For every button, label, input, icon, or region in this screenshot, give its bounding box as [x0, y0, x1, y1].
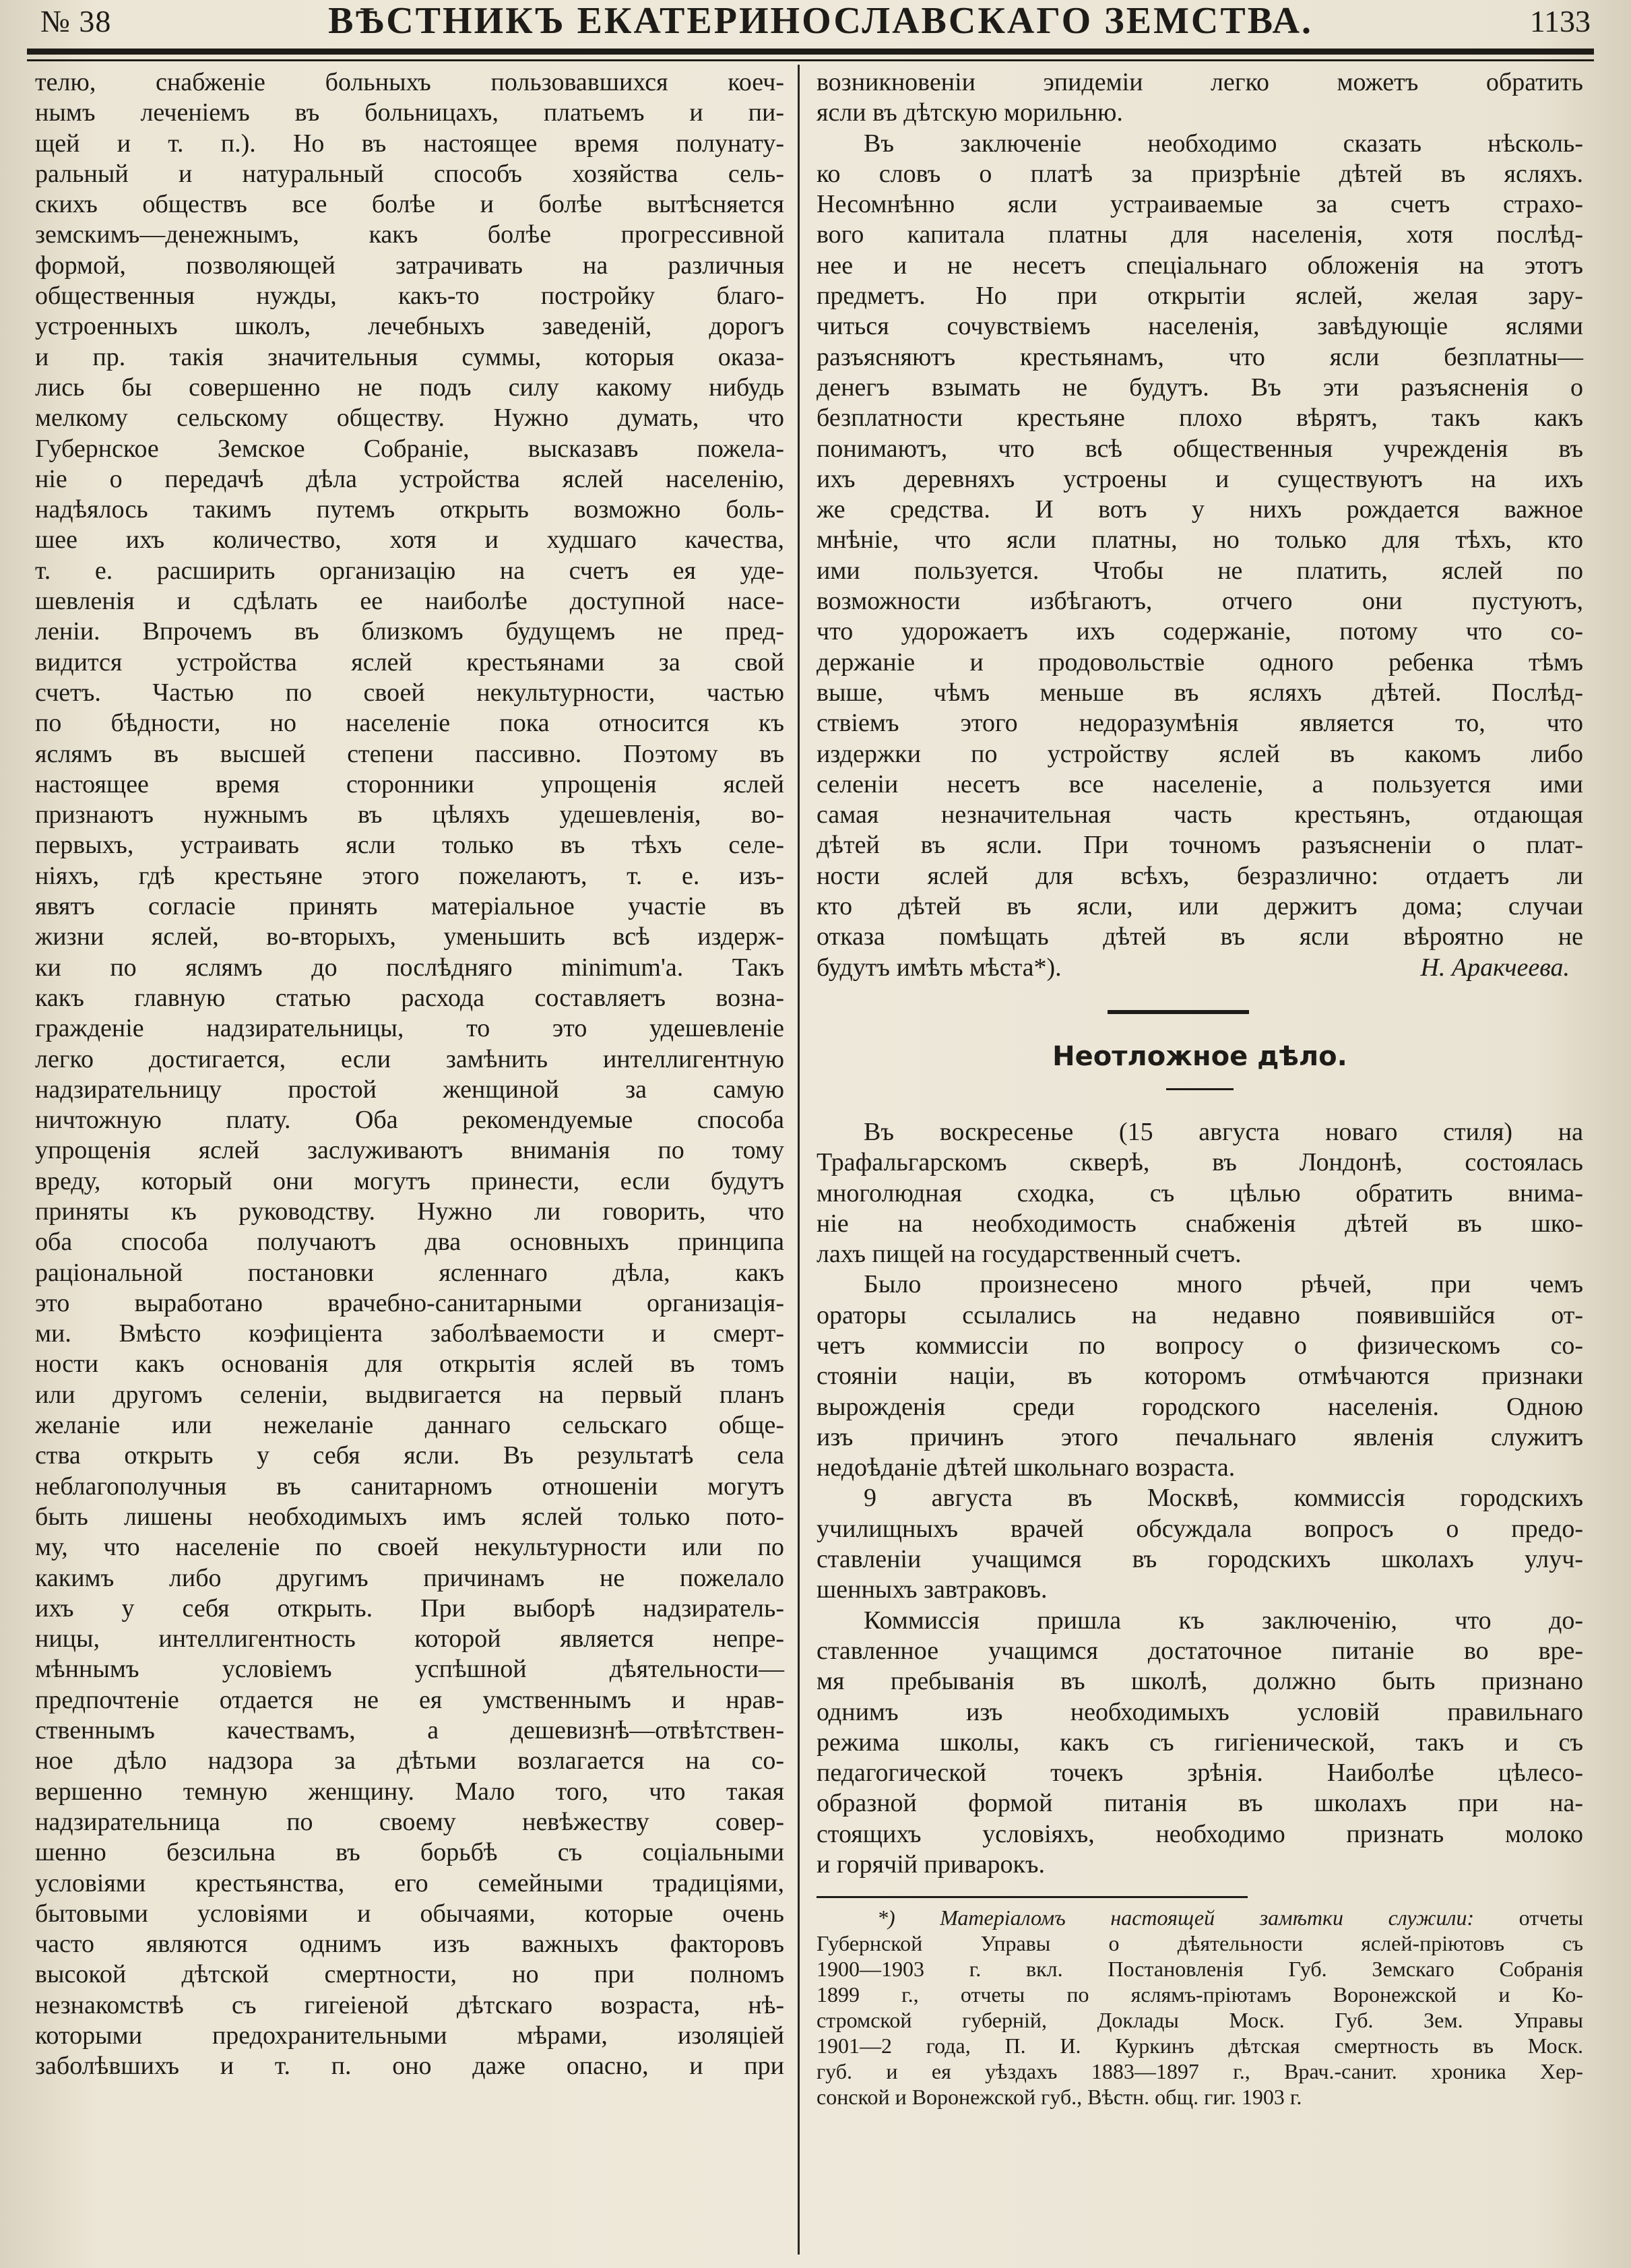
text-line: мя пребыванія въ школѣ, должно быть признано — [817, 1667, 1583, 1696]
author-signature: Н. Аракчеева. — [1420, 953, 1570, 982]
text-line: формой, позволяющей затрачивать на различныя — [35, 251, 784, 280]
text-line: ніе о передачѣ дѣла устройства яслей населенію, — [35, 464, 784, 493]
article-body — [817, 1117, 1583, 1880]
text-line: училищныхъ врачей обсуждала вопросъ о предо- — [817, 1514, 1583, 1543]
text-line: заболѣвшихъ и т. п. оно даже опасно, и при — [35, 2052, 784, 2081]
text-line: надзирательницу простой женщиной за самую — [35, 1075, 784, 1104]
text-line: оба способа получаютъ два основныхъ принципа — [35, 1228, 784, 1257]
footnote-rule — [817, 1896, 1248, 1898]
footnote-line: Губернской Управы о дѣятельности яслей-пріютовъ съ — [817, 1931, 1583, 1956]
text-line: скихъ обществъ все болѣе и болѣе вытѣсняется — [35, 190, 784, 219]
text-line: ко словъ о платѣ за призрѣніе дѣтей въ ясляхъ. — [817, 159, 1583, 188]
text-line: признаютъ нужнымъ въ цѣляхъ удешевленія, во- — [35, 800, 784, 829]
text-line: ніе на необходимость снабженія дѣтей въ шко- — [817, 1209, 1583, 1238]
footnote-line: сонской и Воронежской губ., Вѣстн. общ. гиг. 1903 г. — [817, 2085, 1302, 2110]
text-line: незнакомствѣ съ гигеіеной дѣтскаго возраста, нѣ- — [35, 1990, 784, 2019]
text-line: вершенно темную женщину. Мало того, что такая — [35, 1777, 784, 1806]
text-line: раціональной постановки ясленнаго дѣла, какъ — [35, 1258, 784, 1287]
text-line: счетъ. Частью по своей некультурности, частью — [35, 678, 784, 707]
page-number: 1133 — [1529, 3, 1591, 38]
text-line: недоѣданіе дѣтей школьнаго возраста. — [817, 1453, 1236, 1482]
text-line: мнѣніе, что ясли платны, но только для тѣхъ, кто — [817, 526, 1583, 555]
text-line: которыми предохранительными мѣрами, изоляціей — [35, 2021, 784, 2050]
text-line: и горячій приварокъ. — [817, 1850, 1046, 1879]
text-line: Было произнесено много рѣчей, при чемъ — [864, 1270, 1583, 1299]
text-line: надзирательница по своему невѣжеству совер- — [35, 1807, 784, 1836]
text-line: ности какъ основанія для открытія яслей въ томъ — [35, 1350, 784, 1379]
text-line: вого капитала платны для населенія, хотя послѣд- — [817, 220, 1583, 249]
text-line: изъ причинъ этого печальнаго явленія служитъ — [817, 1422, 1583, 1451]
text-line: стояніи націи, въ которомъ отмѣчаются признаки — [817, 1362, 1583, 1391]
text-line: ки по яслямъ до послѣдняго minimum'а. Такъ — [35, 953, 784, 982]
signature-line — [817, 953, 1583, 983]
text-line: это выработано врачебно-санитарными организація- — [35, 1288, 784, 1317]
text-line: ства открыть у себя ясли. Въ результатѣ села — [35, 1441, 784, 1470]
text-line: кто дѣтей въ ясли, или держитъ дома; случаи — [817, 892, 1583, 921]
signature-line-text: будутъ имѣть мѣста*). — [817, 953, 1062, 982]
text-line: ное дѣло надзора за дѣтьми возлагается на со- — [35, 1746, 784, 1775]
text-line: по бѣдности, но населеніе пока относится къ — [35, 709, 784, 738]
text-line: яслямъ въ высшей степени пассивно. Поэтому въ — [35, 739, 784, 768]
text-line: держаніе и продовольствіе одного ребенка тѣмъ — [817, 648, 1583, 676]
text-line: общественныя нужды, какъ-то постройку благо- — [35, 282, 784, 311]
header-rule-thick — [27, 49, 1594, 55]
text-line: Въ воскресенье (15 августа новаго стиля) на — [864, 1117, 1583, 1146]
text-line: возможности избѣгаютъ, отчего они пустуютъ, — [817, 587, 1583, 616]
text-line: ими пользуется. Чтобы не платить, яслей по — [817, 556, 1583, 585]
text-line: нымъ леченіемъ въ больницахъ, платьемъ и пи- — [35, 98, 784, 127]
text-line: мѣннымъ условіемъ успѣшной дѣятельности— — [35, 1655, 784, 1684]
text-line: ности яслей для всѣхъ, безразлично: отдаетъ ли — [817, 861, 1583, 890]
text-line: ствіемъ этого недоразумѣнія является то, что — [817, 709, 1583, 738]
text-line: ясли въ дѣтскую морильню. — [817, 98, 1123, 127]
text-line: отказа помѣщать дѣтей въ ясли вѣроятно не — [817, 922, 1583, 951]
text-line: му, что населеніе по своей некультурности или по — [35, 1533, 784, 1562]
text-line: быть лишены необходимыхъ имъ яслей только пото- — [35, 1502, 784, 1531]
text-line: ніяхъ, гдѣ крестьяне этого пожелаютъ, т. е. изъ- — [35, 861, 784, 890]
issue-number: № 38 — [40, 3, 112, 38]
text-line: Трафальгарскомъ скверѣ, въ Лондонѣ, состоялась — [817, 1148, 1583, 1177]
text-line: педагогической точекъ зрѣнія. Наиболѣе цѣлесо- — [817, 1759, 1583, 1788]
text-line: ораторы ссылались на недавно появившійся от- — [817, 1300, 1583, 1329]
footnote-line: 1900—1903 г. вкл. Постановленія Губ. Земскаго Собранія — [817, 1957, 1583, 1982]
text-line: предпочтеніе отдается не ея умственнымъ и нрав- — [35, 1685, 784, 1714]
title-rule — [1166, 1088, 1234, 1090]
text-line: же средства. И вотъ у нихъ рождается важное — [817, 495, 1583, 524]
text-line: разъясняютъ крестьянамъ, что ясли безплатны— — [817, 342, 1583, 371]
text-line: ставленное учащимся достаточное питаніе во вре- — [817, 1636, 1583, 1665]
article-title: Неотложное дѣло. — [1052, 1040, 1347, 1072]
left-column — [35, 67, 784, 2082]
text-line: часто являются однимъ изъ важныхъ факторовъ — [35, 1930, 784, 1959]
text-line: жизни яслей, во-вторыхъ, уменьшить всѣ издерж- — [35, 922, 784, 951]
text-line: приняты къ руководству. Нужно ли говорить, что — [35, 1197, 784, 1226]
text-line: ихъ у себя открыть. При выборѣ надзиратель- — [35, 1594, 784, 1623]
text-line: понимаютъ, что всѣ общественныя учрежденія въ — [817, 434, 1583, 463]
text-line: ми. Вмѣсто коэфиціента заболѣваемости и смерт- — [35, 1319, 784, 1348]
text-line: стоящихъ условіяхъ, необходимо признать молоко — [817, 1819, 1583, 1848]
text-line: условіями крестьянства, его семейными традиціями, — [35, 1868, 784, 1897]
text-line: Несомнѣнно ясли устраиваемые за счетъ страхо- — [817, 190, 1583, 219]
text-line: устроенныхъ школъ, лечебныхъ заведеній, дорогъ — [35, 312, 784, 341]
footnote-line: 1901—2 года, П. И. Куркинъ дѣтская смертность въ Моск. — [817, 2034, 1583, 2058]
text-line: ихъ деревняхъ устроены и существуютъ на ихъ — [817, 464, 1583, 493]
page-header — [40, 0, 1591, 42]
footnote-line: 1899 г., отчеты по яслямъ-пріютамъ Воронежской и Ко- — [817, 1982, 1583, 2007]
text-line: лахъ пищей на государственный счетъ. — [817, 1240, 1242, 1269]
footnote-first-rest: отчеты — [1518, 1905, 1584, 1930]
footnote-lines — [817, 1930, 1583, 2110]
text-line: образной формой питанія въ школахъ при на- — [817, 1789, 1583, 1818]
text-line: желаніе или нежеланіе даннаго сельскаго обще- — [35, 1411, 784, 1440]
header-rule-thin — [27, 59, 1594, 61]
text-line: режима школы, какъ съ гигіенической, такъ и съ — [817, 1728, 1583, 1757]
text-line: возникновеніи эпидеміи легко можетъ обратить — [817, 68, 1583, 96]
text-line: настоящее время сторонники упрощенія яслей — [35, 769, 784, 798]
text-line: Въ заключеніе необходимо сказать нѣсколь- — [864, 129, 1583, 158]
text-line: и пр. такія значительныя суммы, которыя оказа- — [35, 342, 784, 371]
journal-title: ВѢСТНИКЪ ЕКАТЕРИНОСЛАВСКАГО ЗЕМСТВА. — [328, 0, 1313, 42]
article-separator — [1108, 1010, 1249, 1014]
text-line: 9 августа въ Москвѣ, коммиссія городскихъ — [864, 1484, 1583, 1513]
footnote — [817, 1905, 1583, 2110]
text-line: неблагополучныя въ санитарномъ отношеніи могутъ — [35, 1472, 784, 1501]
text-line: телю, снабженіе больныхъ пользовавшихся коеч- — [35, 68, 784, 96]
footnote-line — [817, 1905, 1583, 1930]
text-line: дѣтей въ ясли. При точномъ разъясненіи о плат- — [817, 831, 1583, 860]
text-line: ставленіи учащимся въ городскихъ школахъ улуч- — [817, 1545, 1583, 1574]
text-line: т. е. расширить организацію на счетъ ея уде- — [35, 556, 784, 585]
text-line: издержки по устройству яслей въ какомъ либо — [817, 739, 1583, 768]
text-line: денегъ взымать не будутъ. Въ эти разъясненія о — [817, 373, 1583, 402]
text-line: какъ главную статью расхода составляетъ возна- — [35, 983, 784, 1012]
text-line: мелкому сельскому обществу. Нужно думать, что — [35, 404, 784, 433]
text-line: какимъ либо другимъ причинамъ не пожелало — [35, 1563, 784, 1592]
text-line: многолюдная сходка, съ цѣлью обратить внима- — [817, 1178, 1583, 1207]
text-line: четъ коммиссіи по вопросу о физическомъ со- — [817, 1331, 1583, 1360]
text-line: шевленія и сдѣлать ее наиболѣе доступной насе- — [35, 587, 784, 616]
text-line: упрощенія яслей заслуживаютъ вниманія по тому — [35, 1136, 784, 1165]
text-line: что удорожаетъ ихъ содержаніе, потому что со- — [817, 617, 1583, 646]
text-line: вырожденія среди городского населенія. Одною — [817, 1392, 1583, 1421]
text-line: леніи. Впрочемъ въ близкомъ будущемъ не пред- — [35, 617, 784, 646]
text-line: легко достигается, если замѣнить интеллигентную — [35, 1044, 784, 1073]
text-line: Коммиссія пришла къ заключенію, что до- — [864, 1606, 1583, 1635]
text-line: или другомъ селеніи, выдвигается на первый планъ — [35, 1380, 784, 1409]
text-line: шенно безсильна въ борьбѣ съ соціальными — [35, 1838, 784, 1867]
text-line: надѣялось такимъ путемъ открыть возможно боль- — [35, 495, 784, 524]
footnote-lead: *) Матеріаломъ настоящей замѣтки служили: — [877, 1905, 1475, 1930]
text-line: высокой дѣтской смертности, но при полномъ — [35, 1960, 784, 1989]
text-line: шее ихъ количество, хотя и худшаго качества, — [35, 526, 784, 555]
text-line: однимъ изъ необходимыхъ условій правильнаго — [817, 1697, 1583, 1726]
text-line: гражденіе надзирательницы, то это удешевленіе — [35, 1014, 784, 1043]
text-line: Губернское Земское Собраніе, высказавъ пожела- — [35, 434, 784, 463]
text-line: первыхъ, устраивать ясли только въ тѣхъ селе- — [35, 831, 784, 860]
text-line: самая незначительная часть крестьянъ, отдающая — [817, 800, 1583, 829]
text-line: нее и не несетъ спеціальнаго обложенія на этотъ — [817, 251, 1583, 280]
right-column — [817, 67, 1583, 2110]
right-column-text — [817, 67, 1583, 953]
text-line: явятъ согласіе принять матеріальное участіе въ — [35, 892, 784, 921]
text-line: читься сочувствіемъ населенія, завѣдующіе яслями — [817, 312, 1583, 341]
text-line: ральный и натуральный способъ хозяйства сель- — [35, 159, 784, 188]
text-line: лись бы совершенно не подъ силу какому нибудь — [35, 373, 784, 402]
text-line: выше, чѣмъ меньше въ ясляхъ дѣтей. Послѣд- — [817, 678, 1583, 707]
footnote-line: губ. и ея уѣздахъ 1883—1897 г., Врач.-санит. хроника Хер- — [817, 2059, 1583, 2084]
text-line: щей и т. п.). Но въ настоящее время полунату- — [35, 129, 784, 158]
text-line: шенныхъ завтраковъ. — [817, 1575, 1048, 1604]
text-line: вреду, который они могутъ принести, если будутъ — [35, 1166, 784, 1195]
text-line: селеніи несетъ все населеніе, а пользуется ими — [817, 769, 1583, 798]
text-line: безплатности крестьяне плохо вѣрятъ, такъ какъ — [817, 404, 1583, 433]
text-line: ничтожную плату. Оба рекомендуемые способа — [35, 1106, 784, 1135]
text-line: ственнымъ качествамъ, а дешевизнѣ—отвѣтствен- — [35, 1716, 784, 1745]
text-line: бытовыми условіями и обычаями, которые очень — [35, 1899, 784, 1928]
text-line: предметъ. Но при открытіи яслей, желая зару- — [817, 282, 1583, 311]
column-divider — [798, 65, 800, 2255]
text-line: земскимъ—денежнымъ, какъ болѣе прогрессивной — [35, 220, 784, 249]
footnote-line: стромской губерній, Доклады Моск. Губ. Зем. Управы — [817, 2008, 1583, 2033]
text-line: видится устройства яслей крестьянами за свой — [35, 648, 784, 676]
text-line: ницы, интеллигентность которой является непре- — [35, 1625, 784, 1653]
